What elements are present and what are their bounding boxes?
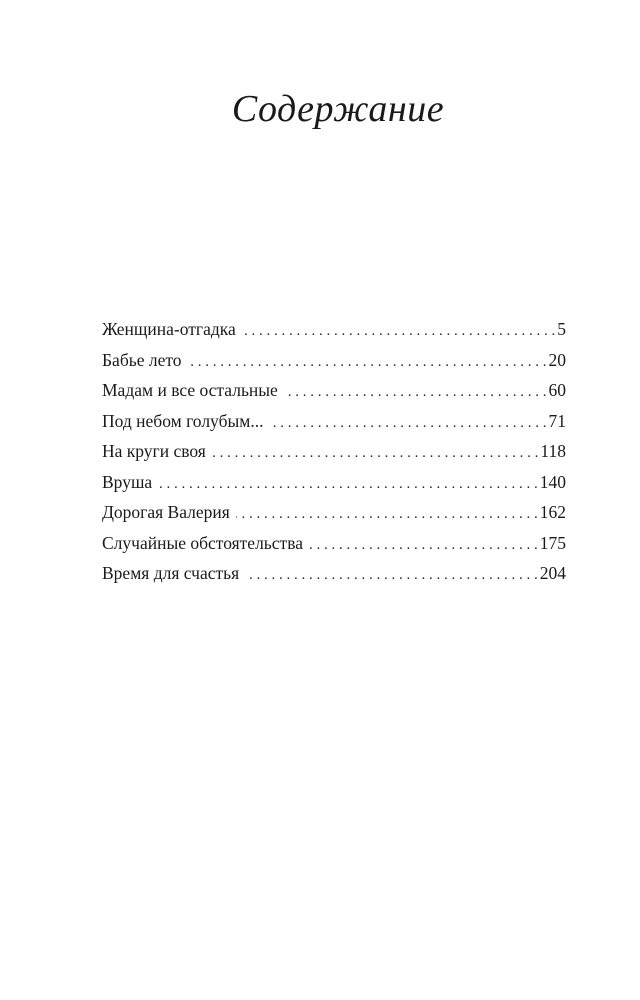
- dot-leader: [309, 530, 538, 559]
- dot-leader: [212, 438, 539, 467]
- toc-entry-title: Бабье лето: [102, 349, 182, 370]
- toc-entry-title: Под небом голубым...: [102, 410, 264, 431]
- toc-entry-page: 71: [548, 410, 566, 431]
- toc-entry[interactable]: [102, 558, 566, 589]
- toc-entry[interactable]: [102, 375, 566, 406]
- toc-entry[interactable]: [102, 406, 566, 437]
- toc-entry-page: 204: [539, 563, 566, 583]
- toc-entry-title: На круги своя: [102, 441, 206, 461]
- dot-leader: [245, 560, 538, 589]
- toc-entry[interactable]: [102, 528, 566, 559]
- toc-entry-page: 5: [557, 319, 566, 339]
- toc-entry-page: 175: [539, 532, 566, 553]
- toc-entry-title: Случайные обстоятельства: [102, 532, 304, 553]
- toc-entry-page: 162: [539, 502, 566, 522]
- toc-entry-title: Вруша: [102, 471, 153, 492]
- toc-entry-page: 118: [540, 441, 566, 461]
- toc-entry-title: Женщина-отгадка: [102, 319, 236, 339]
- toc-entry[interactable]: [102, 467, 566, 498]
- toc-entry-page: 60: [548, 380, 566, 400]
- dot-leader: [269, 408, 546, 437]
- toc-entry-page: 20: [548, 349, 566, 370]
- toc-entry[interactable]: [102, 497, 566, 528]
- toc-entry[interactable]: [102, 345, 566, 376]
- toc-entry[interactable]: [102, 314, 566, 345]
- toc-entry-page: 140: [539, 471, 566, 492]
- dot-leader: [284, 377, 547, 406]
- dot-leader: [188, 347, 547, 376]
- dot-leader: [236, 499, 538, 528]
- toc-entry-title: Дорогая Валерия: [102, 502, 230, 522]
- dot-leader: [242, 316, 556, 345]
- table-of-contents: [102, 314, 566, 589]
- dot-leader: [158, 469, 538, 498]
- toc-entry[interactable]: [102, 436, 566, 467]
- toc-entry-title: Мадам и все остальные: [102, 380, 278, 400]
- toc-entry-title: Время для счастья: [102, 563, 240, 583]
- page-title: Содержание: [231, 88, 445, 130]
